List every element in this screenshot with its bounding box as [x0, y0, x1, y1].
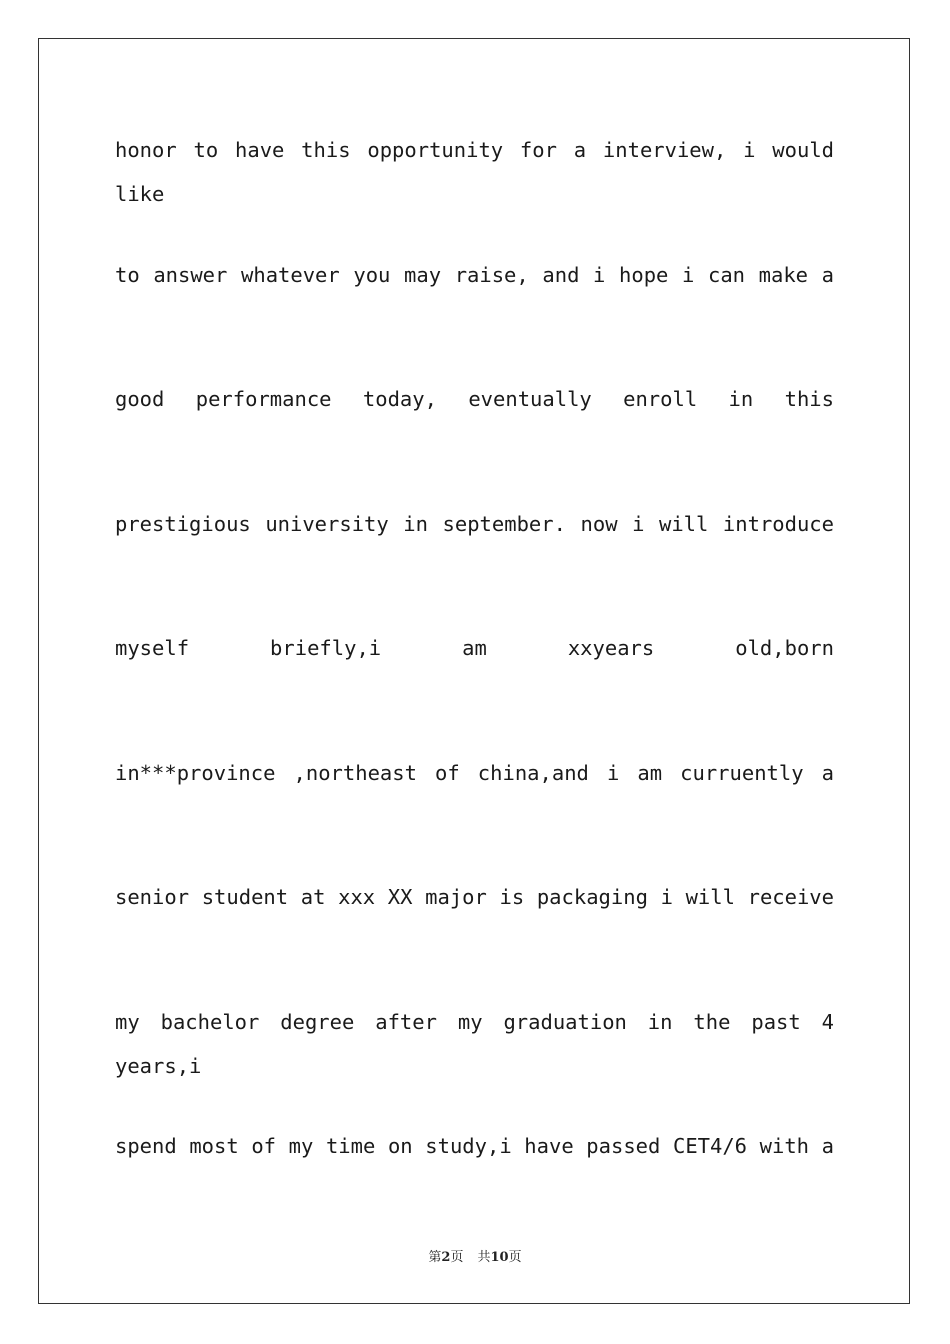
page-suffix: 页	[450, 1250, 464, 1265]
total-prefix: 共	[477, 1250, 491, 1265]
page-number-footer	[0, 1246, 950, 1265]
page-prefix: 第	[428, 1250, 442, 1265]
text-line-7: senior student at xxx XX major is packaging i will receive	[115, 885, 834, 909]
current-page-number: 2	[441, 1250, 451, 1265]
total-page-count: 10	[490, 1250, 509, 1265]
total-suffix: 页	[508, 1250, 522, 1265]
text-line-6: in***province ,northeast of china,and i am curruently a	[115, 760, 834, 785]
text-line-3: good performance today, eventually enroll in this	[115, 387, 834, 411]
document-body	[115, 128, 834, 1249]
text-line-8: my bachelor degree after my graduation in the past 4 years,i	[115, 1009, 834, 1078]
text-line-5: myself briefly,i am xxyears old,born	[115, 636, 834, 660]
text-line-1: honor to have this opportunity for a interview, i would like	[115, 138, 834, 206]
text-line-2: to answer whatever you may raise, and i hope i can make a	[115, 262, 834, 287]
text-line-4: prestigious university in september. now i will introduce	[115, 511, 834, 536]
text-line-9: spend most of my time on study,i have passed CET4/6 with a	[115, 1134, 834, 1158]
